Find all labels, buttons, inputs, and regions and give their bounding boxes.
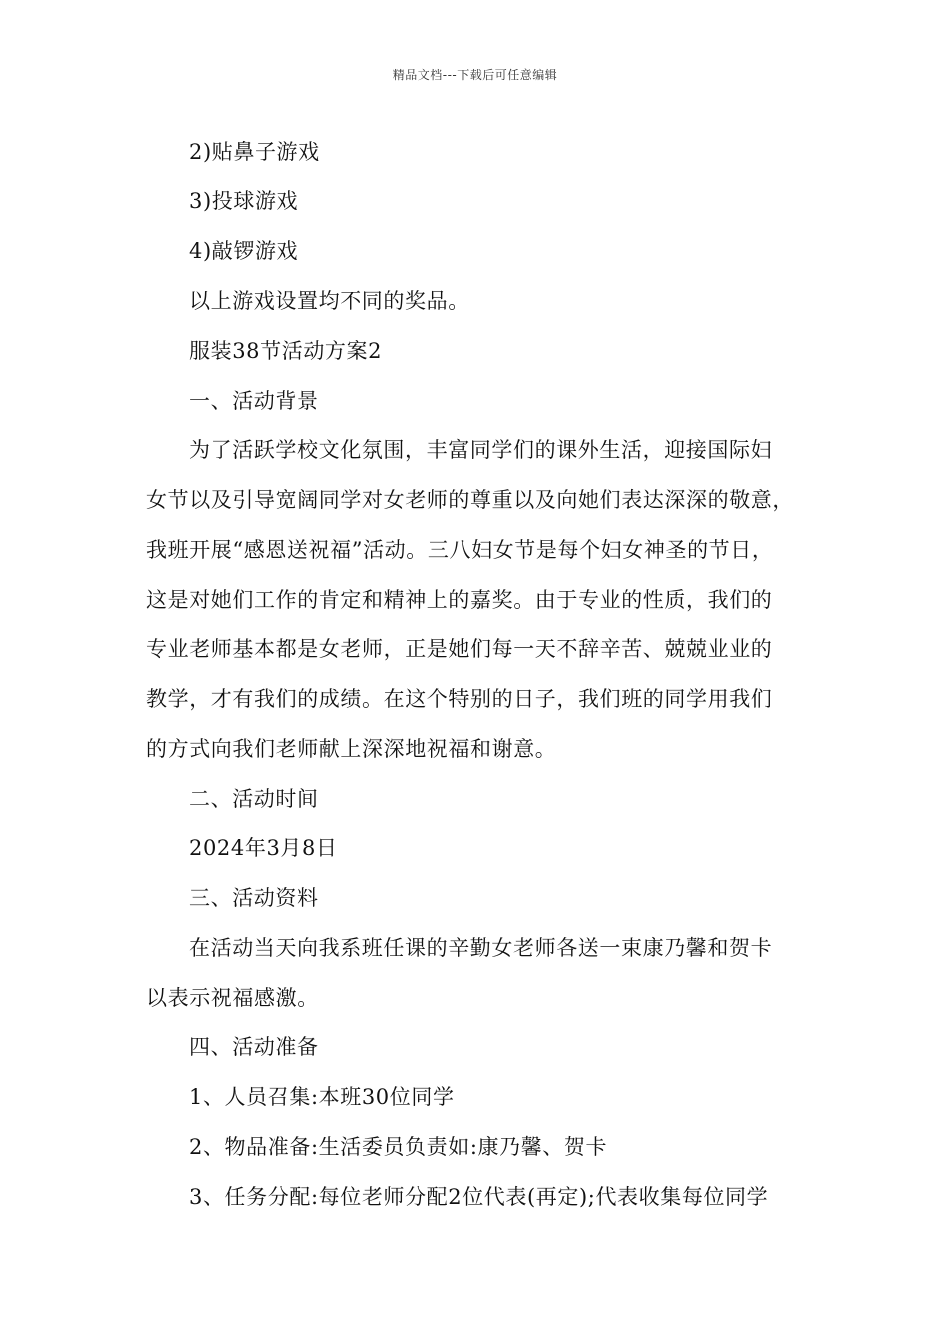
- list-item-tasks: 3、任务分配:每位老师分配2位代表(再定);代表收集每位同学: [189, 1185, 769, 1209]
- paragraph-line: 教学，才有我们的成绩。在这个特别的日子，我们班的同学用我们: [146, 687, 773, 711]
- paragraph-line: 女节以及引导宽阔同学对女老师的尊重以及向她们表达深深的敬意，: [146, 488, 794, 512]
- paragraph-line: 为了活跃学校文化氛围，丰富同学们的课外生活，迎接国际妇: [189, 438, 773, 462]
- paragraph-line: 这是对她们工作的肯定和精神上的嘉奖。由于专业的性质，我们的: [146, 588, 773, 612]
- paragraph-line: 以表示祝福感激。: [146, 986, 319, 1010]
- paragraph-line: 我班开展“感恩送祝福”活动。三八妇女节是每个妇女神圣的节日，: [146, 538, 774, 562]
- list-item-ball-game: 3)投球游戏: [189, 189, 299, 213]
- prize-note: 以上游戏设置均不同的奖品。: [189, 289, 470, 313]
- paragraph-line: 的方式向我们老师献上深深地祝福和谢意。: [146, 737, 557, 761]
- paragraph-line: 在活动当天向我系班任课的辛勤女老师各送一束康乃馨和贺卡: [189, 936, 773, 960]
- list-item-personnel: 1、人员召集:本班30位同学: [189, 1085, 455, 1109]
- list-item-gong-game: 4)敲锣游戏: [189, 239, 299, 263]
- paragraph-line: 专业老师基本都是女老师，正是她们每一天不辞辛苦、兢兢业业的: [146, 637, 773, 661]
- list-item-supplies: 2、物品准备:生活委员负责如:康乃馨、贺卡: [189, 1135, 608, 1159]
- heading-time: 二、活动时间: [189, 787, 319, 811]
- activity-date: 2024年3月8日: [189, 836, 338, 860]
- section-title: 服装38节活动方案2: [189, 339, 383, 363]
- list-item-nose-game: 2)贴鼻子游戏: [189, 140, 320, 164]
- heading-preparation: 四、活动准备: [189, 1035, 319, 1059]
- heading-materials: 三、活动资料: [189, 886, 319, 910]
- page-header: 精品文档---下载后可任意编辑: [392, 68, 558, 82]
- heading-background: 一、活动背景: [189, 389, 319, 413]
